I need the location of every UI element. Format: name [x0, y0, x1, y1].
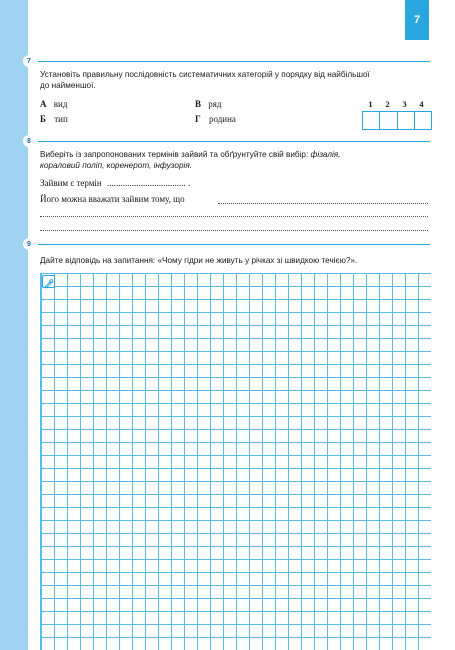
answer-header-1: 1	[368, 99, 373, 109]
answer-line-1[interactable]	[218, 203, 428, 204]
question-8-prompt-line2	[40, 160, 192, 171]
question-8-rule	[38, 141, 430, 142]
option-h-text: родина	[208, 114, 236, 124]
answer-cell-4[interactable]	[415, 112, 431, 129]
option-a-text: вид	[53, 99, 68, 109]
option-b-text: тип	[54, 114, 68, 124]
option-a-letter: А	[40, 99, 47, 109]
option-v	[195, 99, 221, 110]
question-9-rule	[38, 244, 430, 245]
question-8-prompt-line1	[40, 149, 340, 160]
why-label: Його можна вважати зайвим тому, що	[40, 194, 185, 204]
question-7-number: 7	[23, 55, 35, 67]
page-number: 7	[405, 0, 429, 40]
option-b	[40, 114, 68, 125]
question-9-prompt: Дайте відповідь на запитання: «Чому гідри не живуть у річках зі швидкою течією?».	[40, 256, 358, 265]
option-h	[195, 114, 236, 125]
answer-line-3[interactable]	[40, 230, 428, 231]
question-8-prompt-plain: Виберіть із запропонованих термінів зайвий та обґрунтуйте свій вибір:	[40, 150, 311, 159]
question-9-number: 9	[23, 238, 35, 250]
option-v-text: ряд	[208, 99, 222, 109]
answer-header-2: 2	[385, 99, 390, 109]
extra-term-line	[40, 178, 190, 189]
answer-cell-3[interactable]	[398, 112, 415, 129]
question-7-rule	[38, 61, 430, 62]
pen-icon	[42, 275, 55, 288]
answer-header-4: 4	[419, 99, 424, 109]
extra-term-label: Зайвим є термін	[40, 178, 102, 188]
left-sidebar	[0, 0, 28, 650]
option-v-letter: В	[195, 99, 202, 109]
answer-cell-1[interactable]	[363, 112, 380, 129]
answer-grid[interactable]	[40, 273, 431, 650]
question-8-number: 8	[23, 135, 35, 147]
answer-table	[362, 111, 432, 130]
option-h-letter: Г	[195, 114, 201, 124]
answer-header-3: 3	[402, 99, 407, 109]
question-8-prompt-italic-a: фізалія,	[310, 150, 341, 159]
question-7-prompt-line1: Установіть правильну послідовність систематичних категорій у порядку від найбільшої	[40, 70, 370, 79]
answer-line-2[interactable]	[40, 216, 428, 217]
question-7-prompt-line2: до найменшої.	[40, 81, 96, 90]
question-8-prompt-italic-b: кораловий поліп, коренерот, інфузорія.	[40, 161, 192, 170]
extra-term-fill[interactable]: ................................... .	[107, 178, 191, 188]
option-a	[40, 99, 67, 110]
option-b-letter: Б	[40, 114, 46, 124]
answer-cell-2[interactable]	[380, 112, 397, 129]
